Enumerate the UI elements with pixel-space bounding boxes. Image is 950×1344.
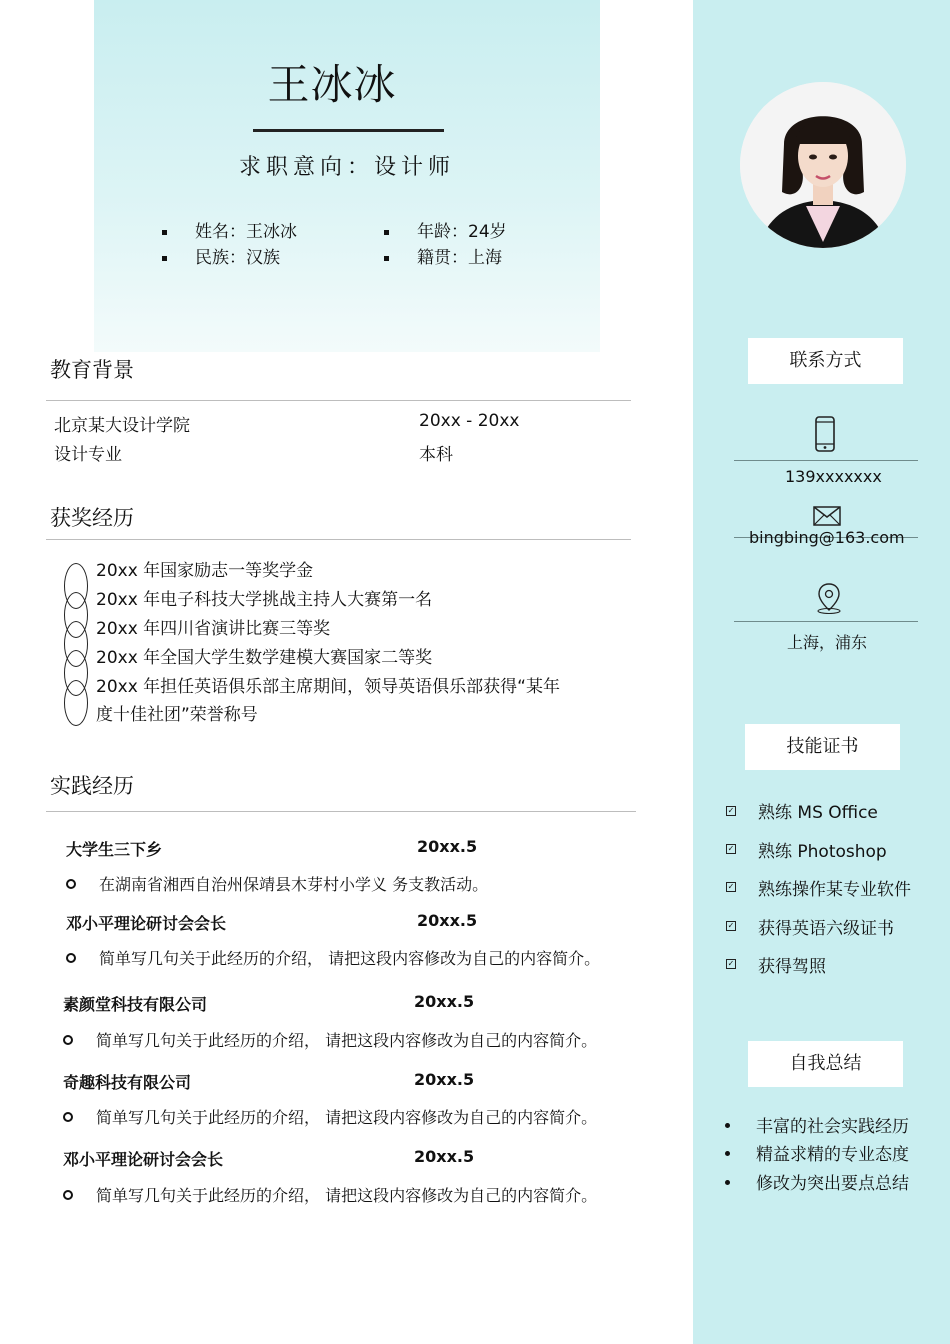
contact-rule — [734, 460, 918, 461]
skill-item: 获得驾照 — [758, 957, 826, 977]
practice-desc: 简单写几句关于此经历的介绍， 请把这段内容修改为自己的内容简介。 — [96, 1186, 598, 1205]
practice-title: 大学生三下乡 — [66, 840, 163, 859]
checkbox-icon: ✓ — [727, 882, 735, 891]
info-name: 姓名：王冰冰 — [162, 217, 297, 242]
practice-heading: 实践经历 — [50, 774, 134, 798]
profile-photo — [740, 82, 906, 248]
practice-title: 奇趣科技有限公司 — [63, 1073, 192, 1092]
practice-title: 邓小平理论研讨会会长 — [63, 1150, 224, 1169]
practice-desc: 在湖南省湘西自治州保靖县木芽村小学义 务支教活动。 — [99, 875, 489, 894]
summary-heading: 自我总结 — [789, 1053, 862, 1074]
job-intent: 求职意向：设计师 — [238, 155, 455, 180]
awards-heading: 获奖经历 — [50, 506, 134, 530]
education-degree: 本科 — [419, 445, 453, 465]
practice-date: 20xx.5 — [414, 1070, 475, 1089]
skill-item: 熟练操作某专业软件 — [758, 880, 911, 900]
practice-title: 邓小平理论研讨会会长 — [66, 914, 227, 933]
hollow-bullet — [63, 1190, 73, 1200]
education-heading: 教育背景 — [50, 358, 134, 382]
skills-heading: 技能证书 — [786, 736, 859, 757]
education-years: 20xx - 20xx — [419, 411, 520, 431]
skill-item: 获得英语六级证书 — [758, 919, 894, 939]
award-item: 20xx 年担任英语俱乐部主席期间，领导英语俱乐部获得“某年 — [96, 677, 560, 697]
candidate-name: 王冰冰 — [267, 60, 397, 109]
hollow-bullet — [66, 953, 76, 963]
award-item: 20xx 年电子科技大学挑战主持人大赛第一名 — [96, 590, 433, 610]
skill-item: 熟练 Photoshop — [758, 842, 887, 862]
summary-bullet — [725, 1180, 730, 1185]
education-rule — [46, 400, 631, 401]
skill-item: 熟练 MS Office — [758, 803, 878, 823]
practice-desc: 简单写几句关于此经历的介绍， 请把这段内容修改为自己的内容简介。 — [99, 949, 601, 968]
checkbox-icon: ✓ — [727, 806, 735, 815]
practice-title: 素颜堂科技有限公司 — [63, 995, 208, 1014]
checkbox-icon: ✓ — [727, 959, 735, 968]
phone-icon — [814, 416, 836, 456]
contact-heading-box — [748, 338, 903, 384]
practice-desc: 简单写几句关于此经历的介绍， 请把这段内容修改为自己的内容简介。 — [96, 1031, 598, 1050]
info-age: 年龄：24岁 — [384, 217, 507, 242]
award-item: 20xx 年全国大学生数学建模大赛国家二等奖 — [96, 648, 433, 668]
hollow-bullet — [63, 1112, 73, 1122]
practice-rule — [46, 811, 636, 812]
practice-date: 20xx.5 — [417, 911, 478, 930]
practice-desc: 简单写几句关于此经历的介绍， 请把这段内容修改为自己的内容简介。 — [96, 1108, 598, 1127]
practice-date: 20xx.5 — [417, 837, 478, 856]
award-item: 20xx 年国家励志一等奖学金 — [96, 561, 314, 581]
skills-heading-box — [745, 724, 900, 770]
summary-heading-box — [748, 1041, 903, 1087]
email-address: bingbing@163.com — [749, 528, 905, 547]
checkbox-icon: ✓ — [727, 844, 735, 853]
practice-date: 20xx.5 — [414, 1147, 475, 1166]
checkbox-icon: ✓ — [727, 921, 735, 930]
award-item-continued: 度十佳社团”荣誉称号 — [96, 705, 258, 725]
hollow-bullet — [66, 879, 76, 889]
practice-date: 20xx.5 — [414, 992, 475, 1011]
mail-icon — [813, 506, 841, 530]
awards-rule — [46, 539, 631, 540]
location-pin-icon — [816, 582, 842, 618]
summary-item: 丰富的社会实践经历 — [756, 1117, 909, 1137]
info-hometown: 籍贯：上海 — [384, 243, 502, 268]
phone-number: 139xxxxxxx — [785, 467, 882, 486]
summary-bullet — [725, 1123, 730, 1128]
award-item: 20xx 年四川省演讲比赛三等奖 — [96, 619, 331, 639]
contact-rule — [734, 621, 918, 622]
ring-bullet — [64, 680, 88, 726]
summary-item: 精益求精的专业态度 — [756, 1145, 909, 1165]
education-major: 设计专业 — [54, 445, 122, 465]
summary-item: 修改为突出要点总结 — [756, 1174, 909, 1194]
portrait-illustration — [740, 82, 906, 248]
contact-heading: 联系方式 — [789, 350, 862, 371]
name-underline — [253, 129, 444, 132]
hollow-bullet — [63, 1035, 73, 1045]
education-school: 北京某大设计学院 — [54, 416, 190, 436]
info-ethnicity: 民族：汉族 — [162, 243, 280, 268]
summary-bullet — [725, 1151, 730, 1156]
location-text: 上海，浦东 — [787, 633, 868, 652]
